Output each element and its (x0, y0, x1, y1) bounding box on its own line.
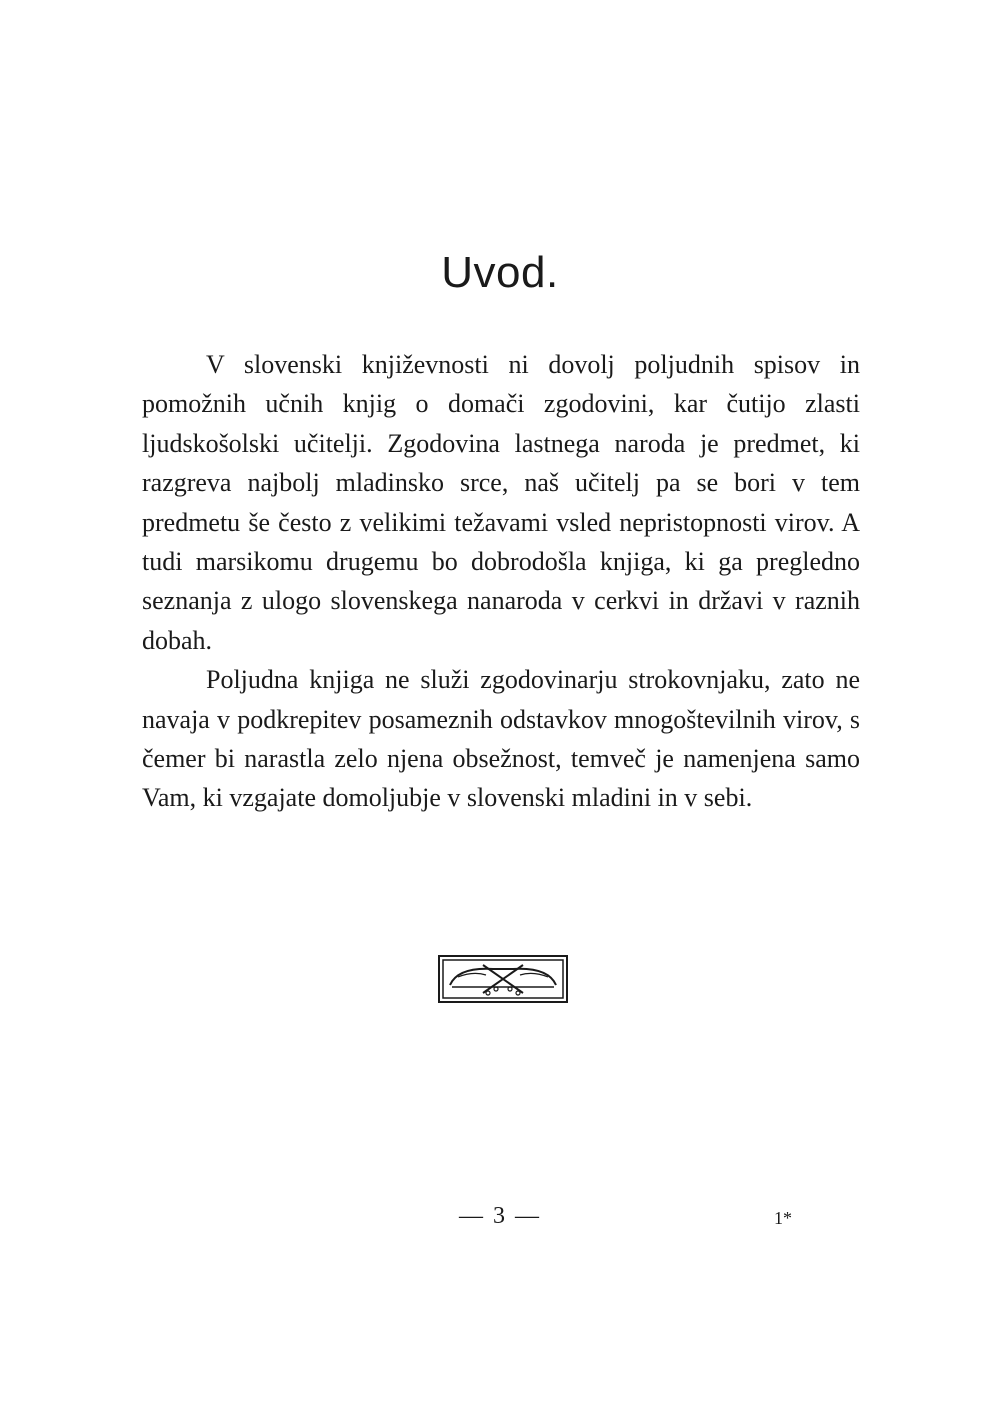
paragraph-1: V slovenski književnosti ni dovolj poljudnih spisov in pomožnih učnih knjig o domači zgodovini, kar čutijo zlasti ljudskošolski učitelji. Zgodovina lastnega naroda je predmet, ki razgreva najbolj mladinsko srce, naš učitelj pa se bori v tem predmetu še često z velikimi težavami vsled nepristopnosti virov. A tudi marsikomu drugemu bo dobrodošla knjiga, ki ga pregledno seznanja z ulogo slovenskega nanaroda v cerkvi in državi v raznih dobah. (142, 350, 860, 655)
signature-mark: 1* (774, 1208, 792, 1228)
page-number: — 3 — (459, 1203, 541, 1229)
paragraph-2: Poljudna knjiga ne služi zgodovinarju strokovnjaku, zato ne navaja v podkrepitev posameznih odstavkov mnogoštevilnih virov, s čemer bi narastla zelo njena obsežnost, temveč je namenjena samo Vam, ki vzgajate domoljubje v slovenski mladini in v sebi. (142, 665, 860, 813)
decorative-vignette-icon (438, 955, 568, 1003)
body-text (142, 345, 860, 818)
page-title: Uvod. (441, 248, 559, 297)
